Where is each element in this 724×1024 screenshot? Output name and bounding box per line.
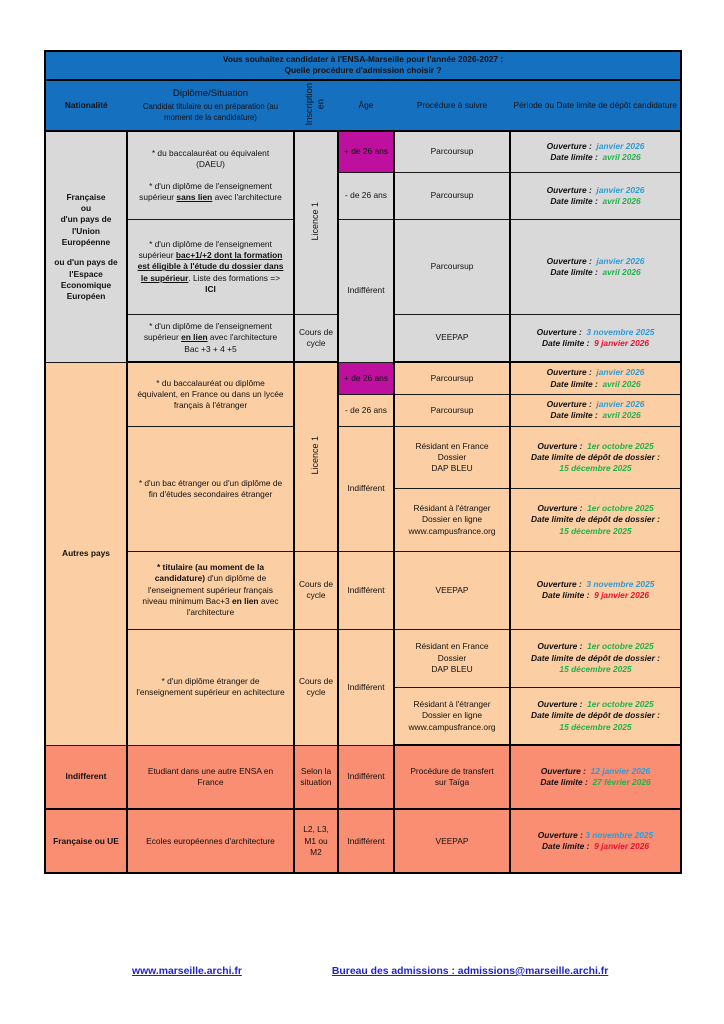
cell-diplome-s3-r1 [127, 745, 294, 809]
cell-dates-s2-veepap [510, 551, 681, 629]
diplome-s2c-line-2 [131, 573, 290, 584]
dates-s1r4-limit-value: 9 janvier 2026 [594, 338, 650, 349]
cell-procedure-s2-etranger [394, 489, 510, 552]
dates-s2r1-limit-label: Date limite : [550, 378, 598, 389]
cell-diplome-s1-c [127, 314, 294, 362]
cell-procedure-s2-etranger-2 [394, 687, 510, 745]
nat-line-7: l'Espace [69, 268, 103, 279]
cell-inscription-s3-r1 [294, 745, 338, 809]
diplome-s1b-line-1: * d'un diplôme de l'enseignement [149, 238, 272, 249]
dates-s2r2-open-label: Ouverture : [546, 399, 592, 410]
cell-diplome-s2-a [127, 362, 294, 426]
nat-line-5: Européenne [61, 236, 111, 247]
dates-s2etr-open-label: Ouverture : [537, 503, 583, 514]
procedure-s2-dap2-line-2: Dossier [437, 652, 467, 663]
dates-s1r4-open-label: Ouverture : [536, 326, 582, 337]
dates-s2r2-limit-value: avril 2026 [602, 410, 641, 421]
diplome-s2b-line-2: fin d'études secondaires étranger [148, 488, 273, 499]
inscription-s3r1-line-1: Selon la [300, 765, 332, 776]
title-row [45, 51, 681, 80]
cell-procedure-s2-veepap: VEEPAP [394, 551, 510, 629]
diplome-s1b-ici-link[interactable]: ICI [205, 283, 216, 294]
footer-links [44, 966, 680, 977]
dates-s2etr2-open-label: Ouverture : [537, 699, 583, 710]
procedure-s2-dap-line-2: Dossier [437, 451, 467, 462]
cell-procedure-s1-r4: VEEPAP [394, 314, 510, 362]
dates-s3r2-open-value: 3 novembre 2025 [585, 830, 654, 841]
nat-line-3: d'un pays de [60, 214, 112, 225]
table-row [45, 362, 681, 394]
column-header-row [45, 80, 681, 132]
diplome-s1b-line-4 [131, 273, 290, 284]
dates-s2dap-open-label: Ouverture : [537, 440, 583, 451]
cell-dates-s1-r4 [510, 314, 681, 362]
cell-diplome-s1-a [127, 131, 294, 219]
dates-s2veepap-open-label: Ouverture : [536, 579, 582, 590]
dates-s3r1-limit-value: 27 février 2026 [592, 777, 651, 788]
table-row [45, 426, 681, 489]
dates-s1r1-limit-value: avril 2026 [602, 152, 641, 163]
cell-dates-s3-r1 [510, 745, 681, 809]
dates-s2etr2-open-value: 1er octobre 2025 [587, 699, 654, 710]
diplome-s1b-u3: le supérieur [140, 272, 189, 283]
diplome-s1b-u1: bac+1/+2 dont la formation [175, 249, 283, 260]
cell-inscription-s1-licence1 [294, 131, 338, 314]
dates-s3r1-limit-label: Date limite : [540, 777, 588, 788]
procedure-s2-dap2-line-1: Résidant en France [415, 641, 489, 652]
cell-inscription-s3-r2 [294, 809, 338, 873]
cell-procedure-s3-r2: VEEPAP [394, 809, 510, 873]
inscription-s3r1-line-2: situation [300, 777, 332, 788]
diplome-s2b-line-1: * d'un bac étranger ou d'un diplôme de [138, 477, 283, 488]
diplome-s1c-pre: supérieur [143, 332, 182, 343]
dates-s3r2-open-label: Ouverture : [537, 830, 583, 841]
dates-s1r3-limit-label: Date limite : [550, 266, 598, 277]
column-header-procedure: Procédure à suivre [394, 80, 510, 132]
title-line-1: Vous souhaitez candidater à l'ENSA-Marseille pour l'année 2026-2027 : [222, 54, 504, 64]
admissions-email-link[interactable]: Bureau des admissions : admissions@marseille.archi.fr [331, 966, 609, 977]
procedure-s2-dap-line-3: DAP BLEU [431, 463, 473, 474]
procedure-s2-dap-line-1: Résidant en France [415, 440, 489, 451]
cell-procedure-s2-r1: Parcoursup [394, 362, 510, 394]
inscription-line-2: en [316, 98, 326, 110]
dates-s2veepap-open-value: 3 novembre 2025 [586, 579, 655, 590]
table-row [45, 551, 681, 629]
table-row [45, 809, 681, 873]
dates-s1r1-open-value: janvier 2026 [596, 140, 645, 151]
cell-diplome-s2-d [127, 629, 294, 745]
dates-s1r3-open-label: Ouverture : [546, 255, 592, 266]
diplome-s1a-line-3: * d'un diplôme de l'enseignement [149, 180, 272, 191]
diplome-s2c-line-4 [131, 596, 290, 607]
admission-table-wrapper [44, 50, 680, 874]
dates-s2r2-open-value: janvier 2026 [596, 399, 645, 410]
nat-line-8: Economique [60, 280, 112, 291]
cell-age-s1-plus26: + de 26 ans [338, 131, 394, 172]
dates-s1r2-limit-label: Date limite : [550, 195, 598, 206]
diplome-s2c-line-5: l'architecture [186, 607, 235, 618]
dates-s3r2-limit-value: 9 janvier 2026 [594, 841, 650, 852]
diplome-s1a-line-2: (DAEU) [196, 159, 225, 170]
cell-dates-s2-r2 [510, 394, 681, 426]
diplome-s1c-line-1: * d'un diplôme de l'enseignement [149, 321, 272, 332]
dates-s3r2-limit-label: Date limite : [541, 841, 590, 852]
dates-s1r4-open-value: 3 novembre 2025 [586, 326, 655, 337]
cell-procedure-s2-r2: Parcoursup [394, 394, 510, 426]
cell-diplome-s3-r2: Ecoles européennes d'architecture [127, 809, 294, 873]
cell-diplome-s2-c [127, 551, 294, 629]
dates-s2dap-limit-label: Date limite de dépôt de dossier : [531, 451, 660, 462]
dates-s3r1-open-label: Ouverture : [540, 766, 586, 777]
diplome-s1c-line-2 [131, 332, 290, 343]
diplome-s1b-line-2 [131, 250, 290, 261]
diplome-s1b-post: . Liste des formations => [188, 272, 281, 283]
column-header-periode: Période ou Date limite de dépôt candidature [510, 80, 681, 132]
diplome-s1a-post: avec l'architecture [212, 192, 282, 202]
cell-age-s2-indifferent-3: Indifférent [338, 629, 394, 745]
dates-s2dap2-open-value: 1er octobre 2025 [587, 641, 654, 652]
procedure-s2-etr-line-2: Dossier en ligne [421, 514, 483, 525]
table-row [45, 219, 681, 314]
diplome-s1c-line-3: Bac +3 + 4 +5 [184, 343, 237, 354]
cell-age-s3-r1: Indifférent [338, 745, 394, 809]
cell-dates-s2-dap-2 [510, 629, 681, 687]
inscription-s3r2-line-2: M1 ou M2 [304, 835, 328, 858]
diplome-s3r1-line-1: Etudiant dans une autre ENSA en [147, 765, 274, 776]
diplome-s2c-pre-4: niveau minimum Bac+3 [142, 596, 233, 607]
dates-s2dap2-limit-value: 15 décembre 2025 [559, 664, 632, 675]
cell-dates-s3-r2 [510, 809, 681, 873]
cell-inscription-s2-licence1 [294, 362, 338, 551]
dates-s1r2-open-value: janvier 2026 [596, 184, 645, 195]
cell-age-s2-moins26: - de 26 ans [338, 394, 394, 426]
dates-s2etr2-limit-label: Date limite de dépôt de dossier : [531, 710, 660, 721]
table-row [45, 131, 681, 172]
cell-procedure-s3-r1 [394, 745, 510, 809]
table-row [45, 745, 681, 809]
website-link[interactable]: www.marseille.archi.fr [132, 966, 242, 977]
nat-line-2: ou [80, 202, 92, 213]
diplome-s2d-line-2: l'enseignement supérieur en achitecture [136, 687, 285, 698]
diplome-s2a-line-1: * du baccalauréat ou diplôme [156, 377, 265, 388]
cell-age-s1-indifferent: Indifférent [338, 219, 394, 362]
cell-nationalite-autres-pays: Autres pays [45, 362, 127, 745]
procedure-s3r1-line-1: Procédure de transfert [410, 766, 494, 777]
cell-diplome-s2-b [127, 426, 294, 551]
cell-dates-s1-r1 [510, 131, 681, 172]
page-title [45, 51, 681, 80]
procedure-s2-dap2-line-3: DAP BLEU [431, 664, 473, 675]
column-header-inscription-text [304, 83, 327, 125]
dates-s1r2-open-label: Ouverture : [546, 184, 592, 195]
dates-s2dap-limit-value: 15 décembre 2025 [559, 463, 632, 474]
dates-s2r1-limit-value: avril 2026 [602, 378, 641, 389]
cell-procedure-s1-r1: Parcoursup [394, 131, 510, 172]
cell-diplome-s1-b [127, 219, 294, 314]
cell-procedure-s1-r3: Parcoursup [394, 219, 510, 314]
dates-s1r1-open-label: Ouverture : [546, 140, 592, 151]
cell-procedure-s1-r2: Parcoursup [394, 172, 510, 219]
cell-age-s2-indifferent: Indifférent [338, 426, 394, 551]
admission-procedure-table [44, 50, 682, 874]
diplome-s1c-post: avec l'architecture [207, 332, 278, 343]
dates-s1r4-limit-label: Date limite : [541, 338, 590, 349]
nat-line-9: Européen [66, 291, 106, 302]
diplome-s3r1-line-2: France [197, 777, 224, 788]
column-header-diplome [127, 80, 294, 132]
diplome-s2a-line-3: français à l'étranger [173, 400, 248, 411]
dates-s2veepap-limit-label: Date limite : [541, 590, 590, 601]
cell-inscription-s2-cours-2: Cours de cycle [294, 629, 338, 745]
diplome-s2a-line-2: équivalent, en France ou dans un lycée [137, 388, 284, 399]
procedure-s2-etr2-line-3[interactable]: www.campusfrance.org [408, 721, 496, 732]
cell-inscription-s2-cours-1: Cours de cycle [294, 551, 338, 629]
cell-dates-s2-etranger-2 [510, 687, 681, 745]
column-header-nationalite: Nationalité [45, 80, 127, 132]
dates-s2dap2-limit-label: Date limite de dépôt de dossier : [531, 652, 660, 663]
dates-s2etr2-limit-value: 15 décembre 2025 [559, 721, 632, 732]
procedure-s2-etr-line-1: Résidant à l'étranger [413, 503, 491, 514]
cell-nationalite-francaise-ue [45, 131, 127, 362]
diplome-s2c-line-1: * titulaire (au moment de la [156, 562, 265, 573]
dates-s3r1-open-value: 12 janvier 2026 [590, 766, 651, 777]
cell-dates-s2-etranger [510, 489, 681, 552]
dates-s2r1-open-value: janvier 2026 [596, 367, 645, 378]
diplome-s2c-bold-4: en lien [232, 596, 259, 607]
diplome-s2c-line-3: l'enseignement supérieur français [148, 584, 273, 595]
column-header-diplome-sub: Candidat titulaire ou en préparation (au moment de la candidature) [142, 102, 279, 122]
dates-s2etr-limit-label: Date limite de dépôt de dossier : [531, 514, 660, 525]
diplome-s1b-u2: est éligible à l'étude du dossier dans [137, 261, 284, 272]
dates-s1r3-open-value: janvier 2026 [596, 255, 645, 266]
diplome-s2c-post-4: avec [258, 596, 279, 607]
column-header-diplome-main: Diplôme/Situation [172, 88, 249, 100]
cell-age-s2-plus26: + de 26 ans [338, 362, 394, 394]
dates-s2veepap-limit-value: 9 janvier 2026 [594, 590, 650, 601]
cell-dates-s1-r2 [510, 172, 681, 219]
cell-dates-s2-r1 [510, 362, 681, 394]
procedure-s2-etr-line-3[interactable]: www.campusfrance.org [408, 525, 496, 536]
inscription-s1-licence1-text: Licence 1 [310, 202, 321, 241]
cell-nationalite-s3-r1: Indifferent [45, 745, 127, 809]
dates-s1r2-limit-value: avril 2026 [602, 195, 641, 206]
nat-line-6: ou d'un pays de [54, 257, 118, 268]
inscription-s3r2-line-1: L2, L3, [303, 824, 329, 835]
dates-s2etr-open-value: 1er octobre 2025 [587, 503, 654, 514]
diplome-s2c-post-2: d'un diplôme de [205, 573, 267, 584]
nat-line-1: Française [66, 191, 106, 202]
procedure-s2-etr2-line-2: Dossier en ligne [421, 710, 483, 721]
column-header-age: Âge [338, 80, 394, 132]
diplome-s1a-underline: sans lien [176, 192, 213, 202]
procedure-s2-etr2-line-1: Résidant à l'étranger [413, 699, 491, 710]
diplome-s1a-line-4 [131, 192, 290, 203]
diplome-s1a-pre: supérieur [139, 192, 177, 202]
cell-inscription-s1-cours: Cours de cycle [294, 314, 338, 362]
inscription-s2-licence1-text: Licence 1 [310, 436, 321, 475]
diplome-s2d-line-1: * d'un diplôme étranger de [161, 676, 260, 687]
dates-s1r1-limit-label: Date limite : [550, 152, 598, 163]
dates-s2dap-open-value: 1er octobre 2025 [587, 440, 654, 451]
cell-age-s2-indifferent-2: Indifférent [338, 551, 394, 629]
cell-procedure-s2-dap-2 [394, 629, 510, 687]
table-row [45, 629, 681, 687]
title-line-2: Quelle procédure d'admission choisir ? [284, 65, 442, 76]
cell-dates-s1-r3 [510, 219, 681, 314]
diplome-s2c-bold-2: candidature) [154, 573, 206, 584]
dates-s1r3-limit-value: avril 2026 [602, 266, 641, 277]
dates-s2dap2-open-label: Ouverture : [537, 641, 583, 652]
procedure-s3r1-line-2: sur Taïga [434, 777, 470, 788]
column-header-inscription [294, 80, 338, 132]
diplome-s1b-pre: supérieur [138, 249, 176, 260]
inscription-line-1: Inscription [304, 82, 315, 126]
cell-dates-s2-dap [510, 426, 681, 489]
dates-s2etr-limit-value: 15 décembre 2025 [559, 525, 632, 536]
cell-age-s1-moins26: - de 26 ans [338, 172, 394, 219]
cell-procedure-s2-dap [394, 426, 510, 489]
diplome-s1c-u1: en lien [181, 332, 208, 343]
dates-s2r1-open-label: Ouverture : [546, 367, 592, 378]
diplome-s1a-line-1: * du baccalauréat ou équivalent [151, 147, 270, 158]
cell-nationalite-s3-r2: Française ou UE [45, 809, 127, 873]
dates-s2r2-limit-label: Date limite : [550, 410, 598, 421]
cell-age-s3-r2: Indifférent [338, 809, 394, 873]
nat-line-4: l'Union [71, 225, 101, 236]
